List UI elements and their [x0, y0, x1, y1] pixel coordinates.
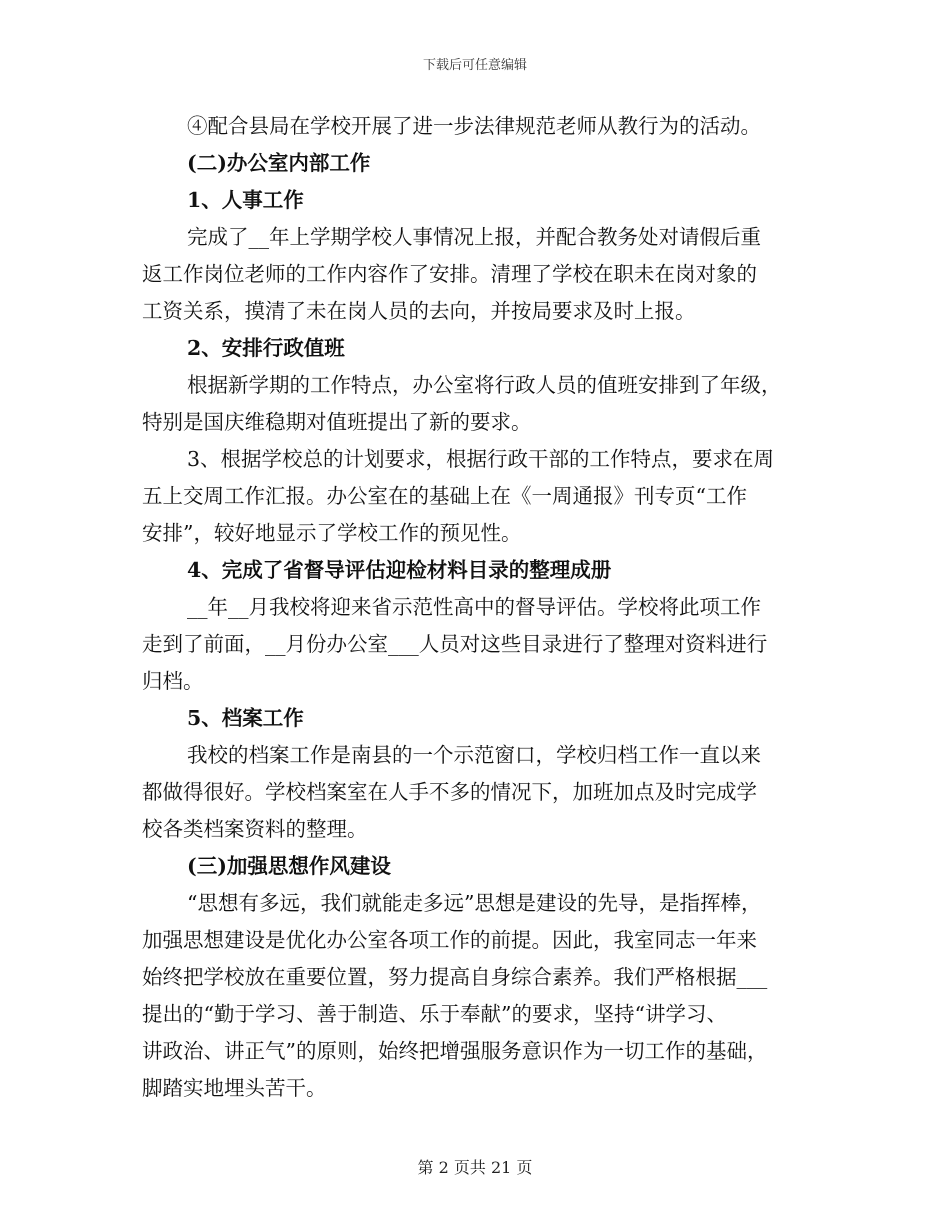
section-heading: (二)办公室内部工作	[187, 151, 371, 175]
paragraph-line: 始终把学校放在重要位置，努力提高自身综合素养。我们严格根据___	[142, 965, 768, 989]
paragraph-line: ④配合县局在学校开展了进一步法律规范老师从教行为的活动。	[187, 114, 761, 138]
paragraph-line: 提出的“勤于学习、善于制造、乐于奉献”的要求，坚持“讲学习、	[142, 1002, 727, 1026]
paragraph-line: 归档。	[142, 669, 204, 693]
paragraph-line: 3、根据学校总的计划要求，根据行政干部的工作特点，要求在周	[187, 447, 775, 471]
paragraph-line: 讲政治、讲正气”的原则，始终把增强服务意识作为一切工作的基础，	[142, 1039, 768, 1063]
paragraph-line: 根据新学期的工作特点，办公室将行政人员的值班安排到了年级，	[187, 373, 782, 397]
paragraph-line: 返工作岗位老师的工作内容作了安排。清理了学校在职未在岗对象的	[142, 262, 757, 286]
paragraph-line: 工资关系，摸清了未在岗人员的去向，并按局要求及时上报。	[142, 299, 696, 323]
document-body	[142, 108, 810, 1107]
paragraph-line: 走到了前面，__月份办公室___人员对这些目录进行了整理对资料进行	[142, 632, 768, 656]
section-heading: 5、档案工作	[187, 706, 304, 730]
paragraph-line: 加强思想建设是优化办公室各项工作的前提。因此，我室同志一年来	[142, 928, 757, 952]
paragraph-line: 脚踏实地埋头苦干。	[142, 1076, 327, 1100]
paragraph-line: __年__月我校将迎来省示范性高中的督导评估。学校将此项工作	[187, 595, 761, 619]
section-heading: (三)加强思想作风建设	[187, 854, 391, 878]
paragraph-line: 特别是国庆维稳期对值班提出了新的要求。	[142, 410, 532, 434]
paragraph-line: 校各类档案资料的整理。	[142, 817, 368, 841]
paragraph-line: 五上交周工作汇报。办公室在的基础上在《一周通报》刊专页“工作	[142, 484, 747, 508]
header-note: 下载后可任意编辑	[422, 58, 527, 73]
page-number: 第 2 页共 21 页	[417, 1158, 533, 1177]
paragraph-line: 都做得很好。学校档案室在人手不多的情况下，加班加点及时完成学	[142, 780, 757, 804]
section-heading: 4、完成了省督导评估迎检材料目录的整理成册	[187, 558, 612, 582]
section-heading: 2、安排行政值班	[187, 336, 345, 360]
paragraph-line: 安排”，较好地显示了学校工作的预见性。	[142, 521, 522, 545]
paragraph-line: “思想有多远，我们就能走多远”思想是建设的先导，是指挥棒，	[187, 891, 762, 915]
paragraph-line: 完成了__年上学期学校人事情况上报，并配合教务处对请假后重	[187, 225, 761, 249]
paragraph-line: 我校的档案工作是南县的一个示范窗口，学校归档工作一直以来	[187, 743, 761, 767]
section-heading: 1、人事工作	[187, 188, 304, 212]
